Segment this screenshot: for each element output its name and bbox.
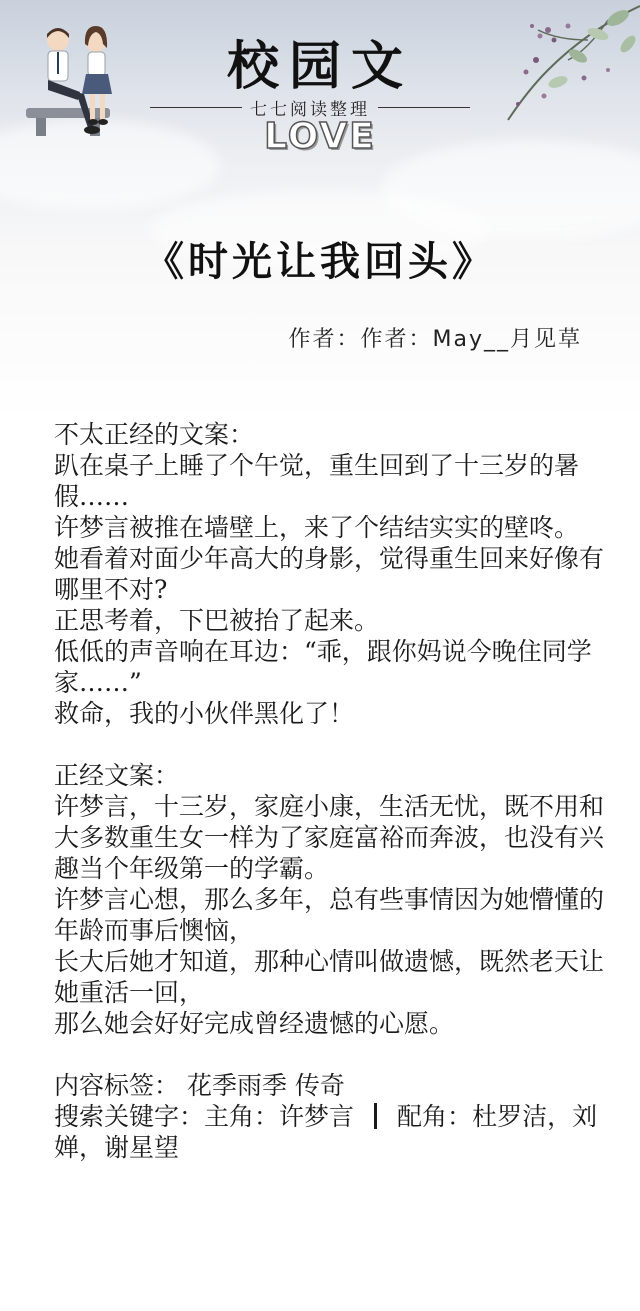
keywords-label: 搜索关键字： <box>54 1102 205 1131</box>
synopsis-content <box>54 419 614 1163</box>
love-badge: LOVE <box>264 116 376 157</box>
supporting-characters-label: 配角： <box>397 1102 473 1131</box>
serious-blurb-heading: 正经文案： <box>54 761 180 790</box>
paragraph-gap <box>54 729 614 760</box>
separator-bar <box>374 1103 377 1129</box>
tags-label: 内容标签： <box>54 1071 180 1100</box>
divider-line <box>150 107 242 108</box>
main-character-label: 主角： <box>204 1102 280 1131</box>
content-tags <box>54 1070 614 1101</box>
banner-title: 校园文 <box>226 36 413 97</box>
divider-line <box>378 107 470 108</box>
casual-blurb-line: 正思考着，下巴被抬了起来。 <box>54 606 380 635</box>
casual-blurb-heading: 不太正经的文案： <box>54 420 255 449</box>
casual-blurb-line: 低低的声音响在耳边：“乖，跟你妈说今晚住同学家……” <box>54 637 592 697</box>
casual-blurb-line: 趴在桌子上睡了个午觉，重生回到了十三岁的暑假…… <box>54 451 580 511</box>
search-keywords <box>54 1101 614 1163</box>
book-title: 《时光让我回头》 <box>144 238 496 285</box>
serious-blurb-line: 许梦言，十三岁，家庭小康，生活无忧，既不用和大多数重生女一样为了家庭富裕而奔波，也没有兴趣当个年级第一的学霸。 <box>54 792 605 883</box>
banner-subtitle: 七七阅读整理 <box>250 99 370 120</box>
serious-blurb-line: 长大后她才知道，那种心情叫做遗憾，既然老天让她重活一回， <box>54 947 605 1007</box>
serious-blurb-line: 那么她会好好完成曾经遗憾的心愿。 <box>54 1009 455 1038</box>
tags-value: 花季雨季 传奇 <box>186 1071 345 1100</box>
paragraph-gap <box>54 1039 614 1070</box>
casual-blurb-line: 她看着对面少年高大的身影，觉得重生回来好像有哪里不对? <box>54 544 605 604</box>
author-line: 作者：作者：May__月见草 <box>288 327 582 352</box>
supporting-characters-value: 杜罗洁，刘婵，谢星望 <box>54 1102 598 1162</box>
casual-blurb-line: 许梦言被推在墙壁上，来了个结结实实的壁咚。 <box>54 513 580 542</box>
serious-blurb-line: 许梦言心想，那么多年，总有些事情因为她懵懂的年龄而事后懊恼， <box>54 885 605 945</box>
main-character-value: 许梦言 <box>279 1102 355 1131</box>
casual-blurb-line: 救命，我的小伙伴黑化了！ <box>54 699 355 728</box>
